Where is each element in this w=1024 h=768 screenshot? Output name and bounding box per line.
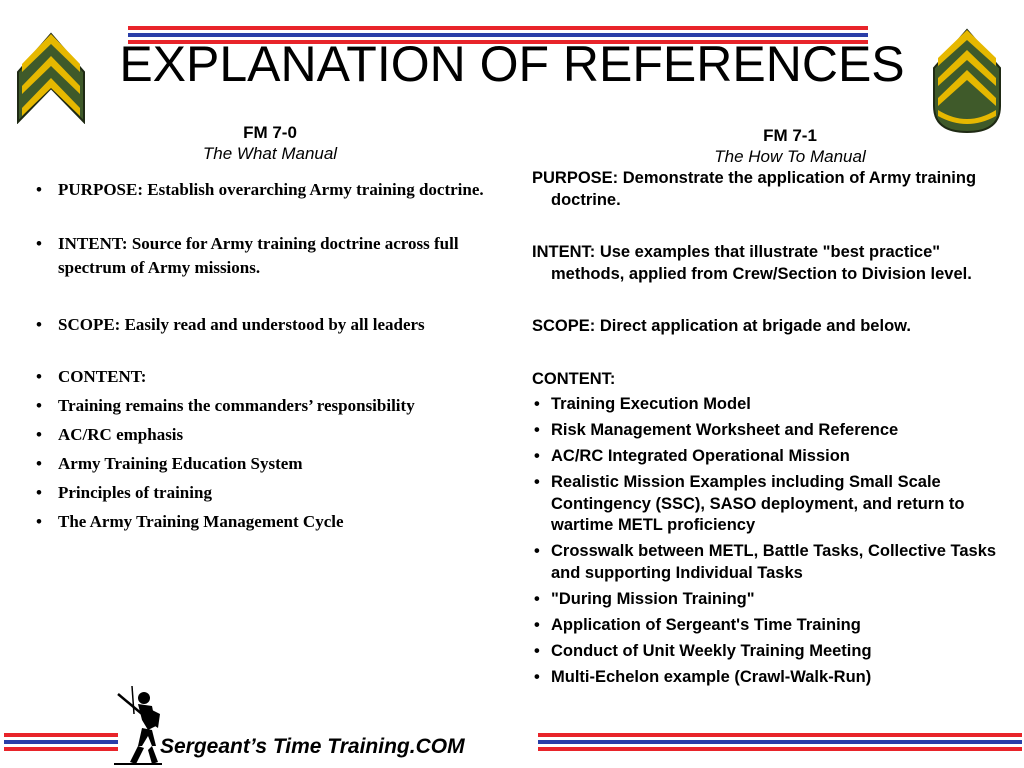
left-column-title: FM 7-0 [243, 123, 297, 142]
bottom-right-stripe-red-2 [538, 747, 1022, 751]
list-item: • Training remains the commanders’ responsibility [34, 394, 514, 418]
list-item: • Multi-Echelon example (Crawl-Walk-Run) [532, 667, 1018, 689]
list-item: • Realistic Mission Examples including Small Scale Contingency (SSC), SASO deployment, and return to wartime METL proficiency [532, 472, 1018, 537]
bottom-left-stripe-red-2 [4, 747, 118, 751]
list-item: • The Army Training Management Cycle [34, 510, 514, 534]
list-item: • Principles of training [34, 481, 514, 505]
list-item: • AC/RC Integrated Operational Mission [532, 446, 1018, 468]
right-column-subtitle: The How To Manual [714, 147, 866, 166]
list-item: • CONTENT: [34, 365, 514, 389]
footer-site-name: Sergeant’s Time Training.COM [160, 735, 465, 758]
list-item: • Crosswalk between METL, Battle Tasks, Collective Tasks and supporting Individual Tasks [532, 541, 1018, 584]
bottom-left-stripe-red-1 [4, 733, 118, 737]
right-column-heading [680, 125, 900, 167]
bottom-right-stripe-red-1 [538, 733, 1022, 737]
right-scope: SCOPE: Direct application at brigade and below. [532, 317, 911, 335]
soldier-silhouette-icon [112, 684, 164, 766]
staff-sergeant-chevron-icon [932, 28, 1002, 134]
right-content-block [532, 168, 1018, 693]
list-item: • Training Execution Model [532, 394, 1018, 416]
right-bullet-list [532, 394, 1018, 688]
left-bullet-list [34, 178, 514, 534]
list-item: • "During Mission Training" [532, 589, 1018, 611]
bottom-right-stripe-blue [538, 740, 1022, 744]
page-title: EXPLANATION OF REFERENCES [119, 36, 905, 92]
right-purpose: PURPOSE: Demonstrate the application of Army training doctrine. [532, 169, 977, 209]
left-column-subtitle: The What Manual [202, 144, 338, 163]
list-item: • Risk Management Worksheet and Reference [532, 420, 1018, 442]
top-stripe-red-1 [128, 26, 868, 30]
list-item: • INTENT: Source for Army training doctrine across full spectrum of Army missions. [34, 232, 514, 280]
list-item: • AC/RC emphasis [34, 423, 514, 447]
list-item: • SCOPE: Easily read and understood by all leaders [34, 313, 514, 337]
right-column-title: FM 7-1 [763, 126, 817, 145]
right-content-label: CONTENT: [532, 369, 616, 388]
list-item: • Army Training Education System [34, 452, 514, 476]
list-item: • PURPOSE: Establish overarching Army training doctrine. [34, 178, 514, 202]
bottom-left-stripe-blue [4, 740, 118, 744]
list-item: • Application of Sergeant's Time Training [532, 615, 1018, 637]
sergeant-chevron-icon [16, 32, 86, 124]
left-column-heading [160, 122, 380, 164]
list-item: • Conduct of Unit Weekly Training Meeting [532, 641, 1018, 663]
right-intent: INTENT: Use examples that illustrate "best practice" methods, applied from Crew/Section to Division level. [532, 243, 972, 283]
